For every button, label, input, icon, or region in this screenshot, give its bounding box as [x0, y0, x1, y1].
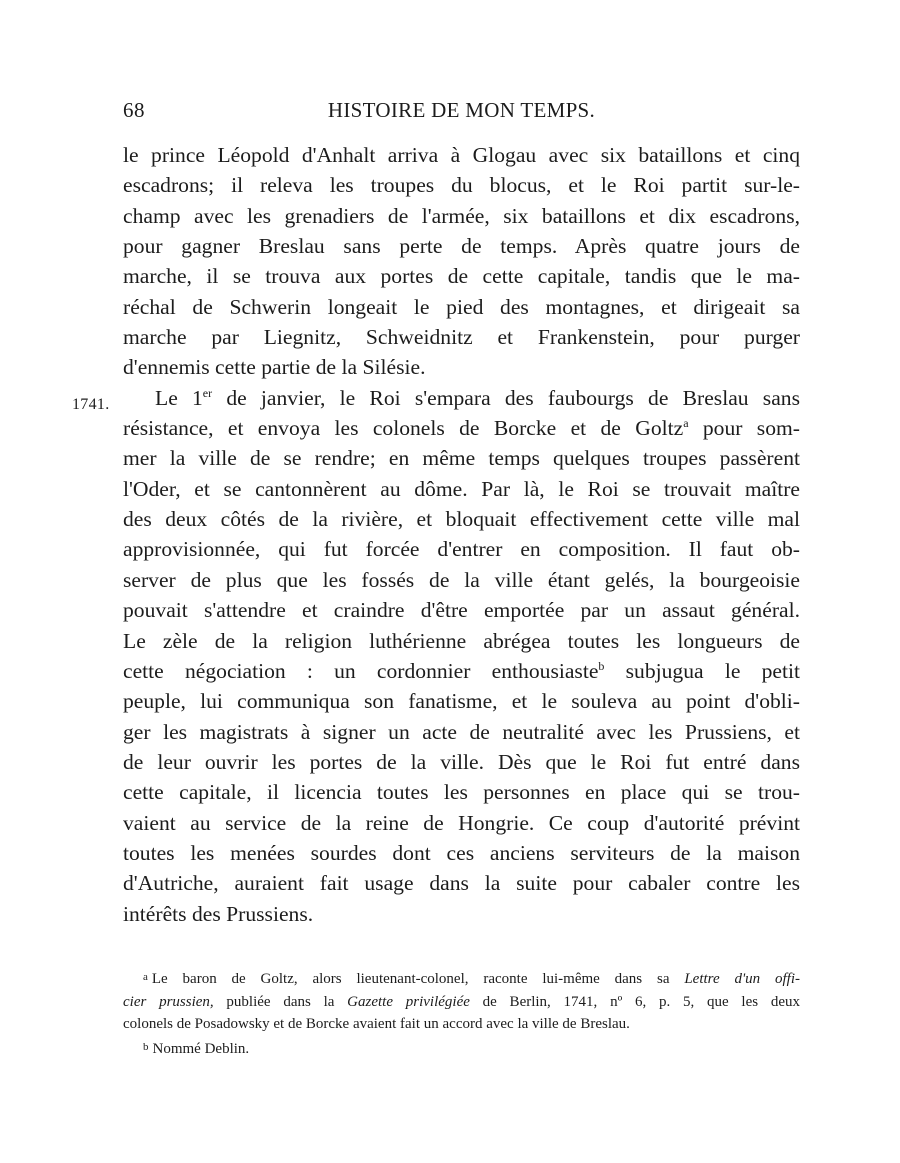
text-fragment: cette négociation : un cordonnier enthousiaste — [123, 658, 599, 683]
footnote-a-line — [123, 991, 800, 1014]
text-line: approvisionnée, qui fut forcée d'entrer en composition. Il faut ob- — [123, 537, 800, 562]
text-line: intérêts des Prussiens. — [123, 901, 314, 926]
ordinal-superscript: er — [202, 385, 213, 400]
text-line: des deux côtés de la rivière, et bloquait effectivement cette ville mal — [123, 507, 800, 532]
text-line: escadrons; il releva les troupes du blocus, et le Roi partit sur-le- — [123, 173, 800, 198]
text-line: champ avec les grenadiers de l'armée, six bataillons et dix escadrons, — [123, 203, 800, 228]
text-line: peuple, lui communiqua son fanatisme, et le souleva au point d'obli- — [123, 689, 800, 714]
text-fragment: Nommé Deblin. — [152, 1040, 250, 1057]
text-line: marche, il se trouva aux portes de cette capitale, tandis que le ma- — [123, 264, 800, 289]
text-line: de leur ouvrir les portes de la ville. Dès que le Roi fut entré dans — [123, 749, 800, 774]
paragraph-first-line — [123, 383, 800, 413]
text-fragment: résistance, et envoya les colonels de Borcke et de Goltz — [123, 416, 684, 441]
text-line: mer la ville de se rendre; en même temps quelques troupes passèrent — [123, 446, 800, 471]
text-line: toutes les menées sourdes dont ces anciens serviteurs de la maison — [123, 840, 800, 865]
text-fragment: de Berlin, 1741, nº 6, p. 5, que les deux — [469, 993, 800, 1010]
running-head — [123, 98, 800, 128]
text-line: d'ennemis cette partie de la Silésie. — [123, 355, 426, 380]
footnote-a-line: colonels de Posadowsky et de Borcke avaient fait un accord avec la ville de Breslau. — [123, 1016, 630, 1032]
text-line: Le zèle de la religion luthérienne abrégea toutes les longueurs de — [123, 628, 800, 653]
text-line: marche par Liegnitz, Schweidnitz et Frankenstein, pour purger — [123, 325, 800, 350]
footnote-mark-a: a — [143, 971, 148, 983]
footnotes — [123, 966, 800, 1060]
text-line: vaient au service de la reine de Hongrie. Ce coup d'autorité prévint — [123, 810, 800, 835]
italic-title: Gazette privilégiée — [347, 993, 470, 1010]
text-line: cette capitale, il licencia toutes les personnes en place qui se trou- — [123, 780, 800, 805]
text-line: l'Oder, et se cantonnèrent au dôme. Par là, le Roi se trouvait maître — [123, 476, 800, 501]
text-fragment: pour som- — [688, 416, 800, 441]
text-fragment: Le baron de Goltz, alors lieutenant-colonel, raconte lui-même dans sa — [151, 971, 685, 987]
text-fragment: subjugua le petit — [604, 658, 800, 683]
text-line: pouvait s'attendre et craindre d'être emportée par un assaut général. — [123, 598, 800, 623]
page-number: 68 — [123, 98, 145, 122]
text-line: ger les magistrats à signer un acte de neutralité avec les Prussiens, et — [123, 719, 800, 744]
text-fragment: de janvier, le Roi s'empara des faubourgs de Breslau sans — [212, 385, 800, 410]
italic-title: Lettre d'un offi- — [684, 971, 800, 987]
text-line: réchal de Schwerin longeait le pied des montagnes, et dirigeait sa — [123, 294, 800, 319]
text-line: server de plus que les fossés de la ville étant gelés, la bourgeoisie — [123, 567, 800, 592]
text-line: pour gagner Breslau sans perte de temps. Après quatre jours de — [123, 234, 800, 259]
text-line: d'Autriche, auraient fait usage dans la suite pour cabaler contre les — [123, 871, 800, 896]
text-fragment: publiée dans la — [213, 993, 348, 1010]
main-text — [123, 140, 800, 929]
text-line — [123, 656, 800, 686]
text-line — [123, 413, 800, 443]
margin-year: 1741. — [72, 396, 110, 413]
footnote-ref-a[interactable]: a — [683, 416, 689, 431]
footnote-b — [123, 1036, 800, 1061]
text-fragment: Le 1 — [155, 385, 203, 410]
text-line: le prince Léopold d'Anhalt arriva à Glogau avec six bataillons et cinq — [123, 143, 800, 167]
italic-title: cier prussien, — [123, 993, 214, 1010]
footnote-mark-b: b — [143, 1040, 149, 1053]
footnote-ref-b[interactable]: b — [598, 658, 605, 673]
running-title: HISTOIRE DE MON TEMPS. — [327, 98, 596, 122]
footnote-a-line — [123, 966, 800, 991]
